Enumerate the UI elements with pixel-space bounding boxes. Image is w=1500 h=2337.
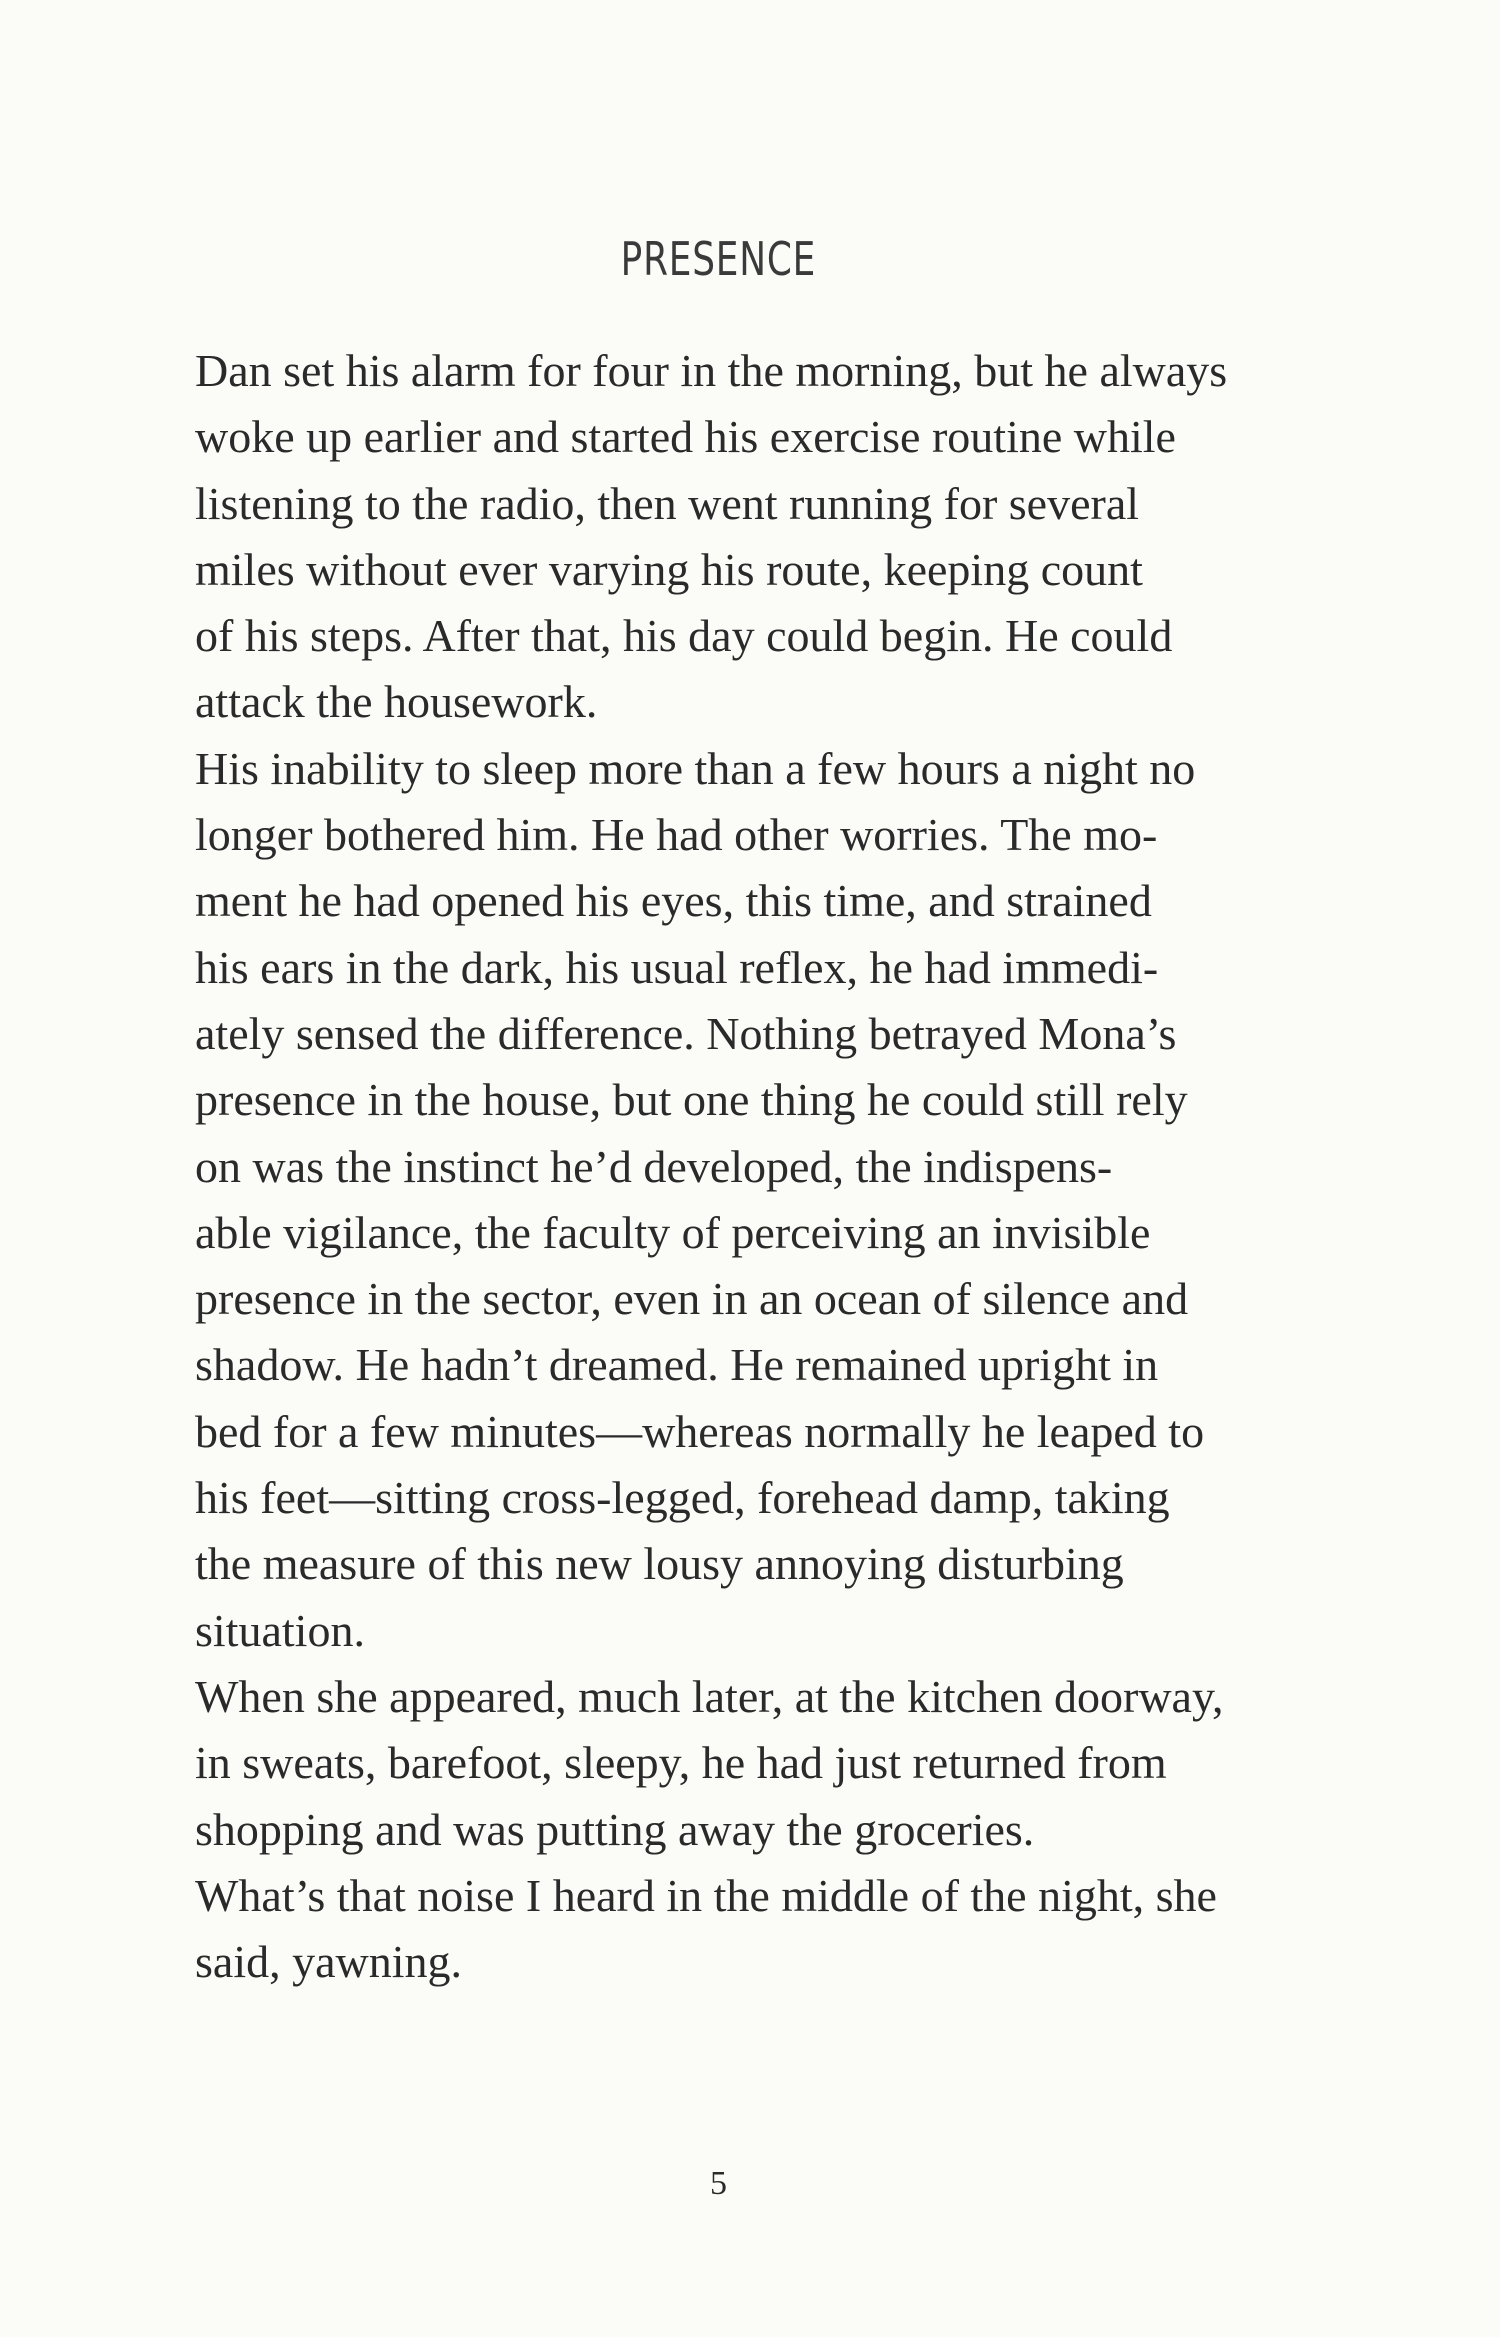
text-line: What’s that noise I heard in the middle of the night, she (195, 1869, 1217, 1921)
text-line: shopping and was putting away the groceries. (195, 1803, 1035, 1855)
text-line: longer bothered him. He had other worries. The mo- (195, 809, 1158, 861)
text-line: ment he had opened his eyes, this time, and strained (195, 875, 1152, 927)
text-line: the measure of this new lousy annoying disturbing (195, 1538, 1124, 1590)
text-line: situation. (195, 1604, 365, 1656)
text-line: his ears in the dark, his usual reflex, he had immedi- (195, 941, 1159, 993)
text-line: on was the instinct he’d developed, the indispens- (195, 1140, 1113, 1192)
text-line: said, yawning. (195, 1936, 463, 1988)
text-line: shadow. He hadn’t dreamed. He remained upright in (195, 1339, 1159, 1391)
text-line: in sweats, barefoot, sleepy, he had just returned from (195, 1737, 1167, 1789)
text-line: His inability to sleep more than a few hours a night no (195, 742, 1196, 794)
text-line: bed for a few minutes—whereas normally he leaped to (195, 1405, 1205, 1457)
text-line: woke up earlier and started his exercise routine while (195, 411, 1176, 463)
text-line: When she appeared, much later, at the kitchen doorway, (195, 1670, 1224, 1722)
text-line: Dan set his alarm for four in the morning, but he always (195, 345, 1228, 396)
text-line: his feet—sitting cross-legged, forehead damp, taking (195, 1472, 1170, 1524)
page-number: 5 (710, 2165, 727, 2202)
text-line: listening to the radio, then went running for several (195, 477, 1140, 529)
text-line: of his steps. After that, his day could begin. He could (195, 610, 1173, 662)
text-line: presence in the sector, even in an ocean of silence and (195, 1273, 1189, 1325)
chapter-title: PRESENCE (620, 232, 817, 286)
text-line: attack the housework. (195, 676, 598, 728)
text-line: presence in the house, but one thing he could still rely (195, 1074, 1188, 1126)
body-text (195, 338, 1285, 1995)
text-line: able vigilance, the faculty of perceiving an invisible (195, 1206, 1151, 1258)
text-line: ately sensed the difference. Nothing betrayed Mona’s (195, 1007, 1177, 1059)
text-line: miles without ever varying his route, keeping count (195, 543, 1143, 595)
